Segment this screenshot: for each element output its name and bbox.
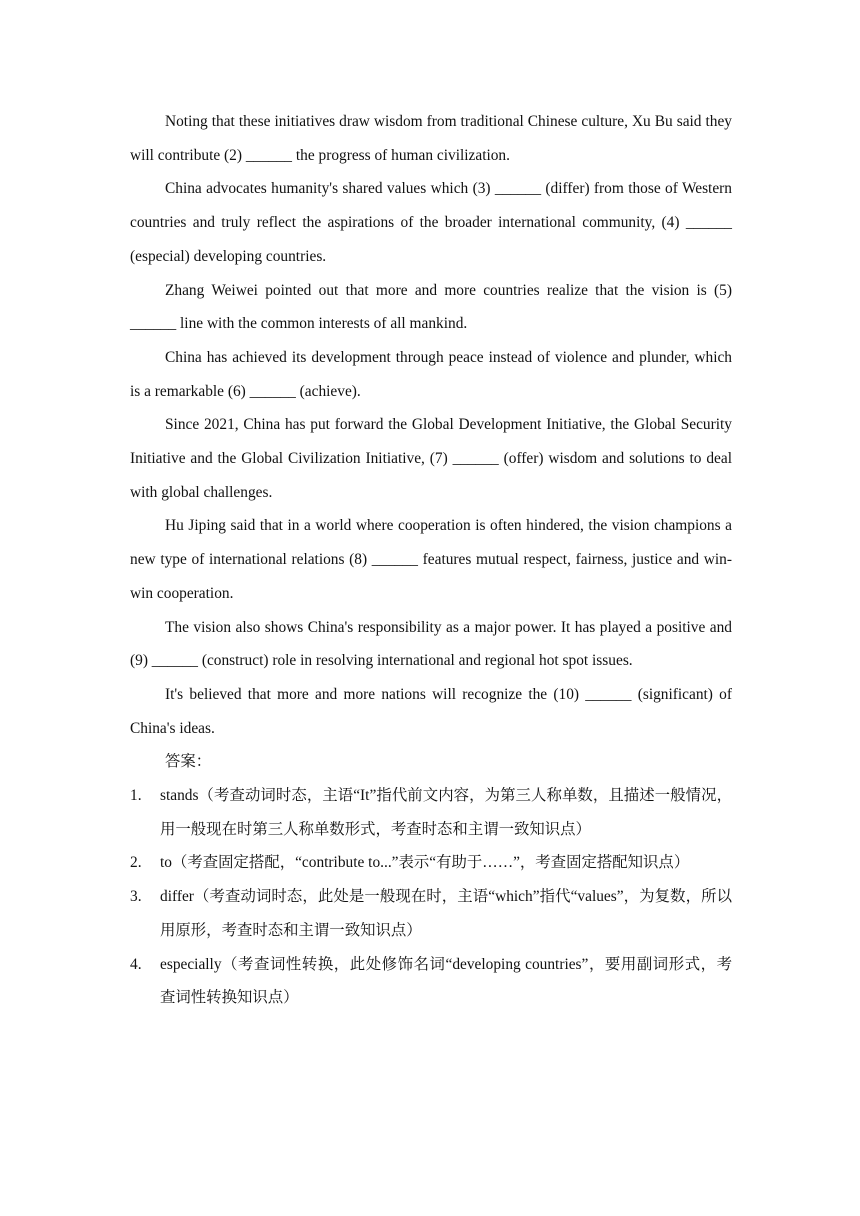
answer-text: stands（考查动词时态，主语“It”指代前文内容，为第三人称单数，且描述一般情况，用一般现在时第三人称单数形式，考查时态和主谓一致知识点） [160,787,732,838]
paragraph-5: Zhang Weiwei pointed out that more and more countries realize that the vision is (5) ______ line with the common interests of all mankind. [130,281,732,333]
paragraph-3-4: China advocates humanity's shared values which (3) ______ (differ) from those of Western countries and truly reflect the aspirations of the broader international community, (4) ______ (especial) developing countries. [130,180,732,265]
answer-number: 4. [130,955,142,973]
answer-text: differ（考查动词时态，此处是一般现在时，主语“which”指代“values”，为复数，所以用原形，考查时态和主谓一致知识点） [160,888,732,939]
paragraph-6: China has achieved its development through peace instead of violence and plunder, which is a remarkable (6) ______ (achieve). [130,348,732,400]
document-page [130,105,732,1015]
answer-item [130,948,732,1015]
answer-item [130,846,732,880]
paragraph-10: It's believed that more and more nations will recognize the (10) ______ (significant) of China's ideas. [130,685,732,737]
paragraph-7: Since 2021, China has put forward the Global Development Initiative, the Global Security Initiative and the Global Civilization Initiative, (7) ______ (offer) wisdom and solutions to deal with global challenges. [130,416,732,501]
answer-text: to（考查固定搭配，“contribute to...”表示“有助于……”，考查固定搭配知识点） [160,854,690,872]
paragraph-2: Noting that these initiatives draw wisdom from traditional Chinese culture, Xu Bu said they will contribute (2) ______ the progress of human civilization. [130,113,732,164]
paragraph-8: Hu Jiping said that in a world where cooperation is often hindered, the vision champions a new type of international relations (8) ______ features mutual respect, fairness, justice and win-win cooperation. [130,517,732,602]
answers-heading: 答案： [165,753,212,771]
answer-item [130,779,732,846]
paragraph-9: The vision also shows China's responsibility as a major power. It has played a positive and (9) ______ (construct) role in resolving international and regional hot spot issues. [130,618,732,670]
answer-item [130,880,732,947]
answer-number: 2. [130,854,142,872]
answer-text: especially（考查词性转换，此处修饰名词“developing countries”，要用副词形式，考查词性转换知识点） [160,955,732,1007]
answer-list [130,779,732,1015]
answer-number: 3. [130,888,142,906]
answer-number: 1. [130,787,142,805]
